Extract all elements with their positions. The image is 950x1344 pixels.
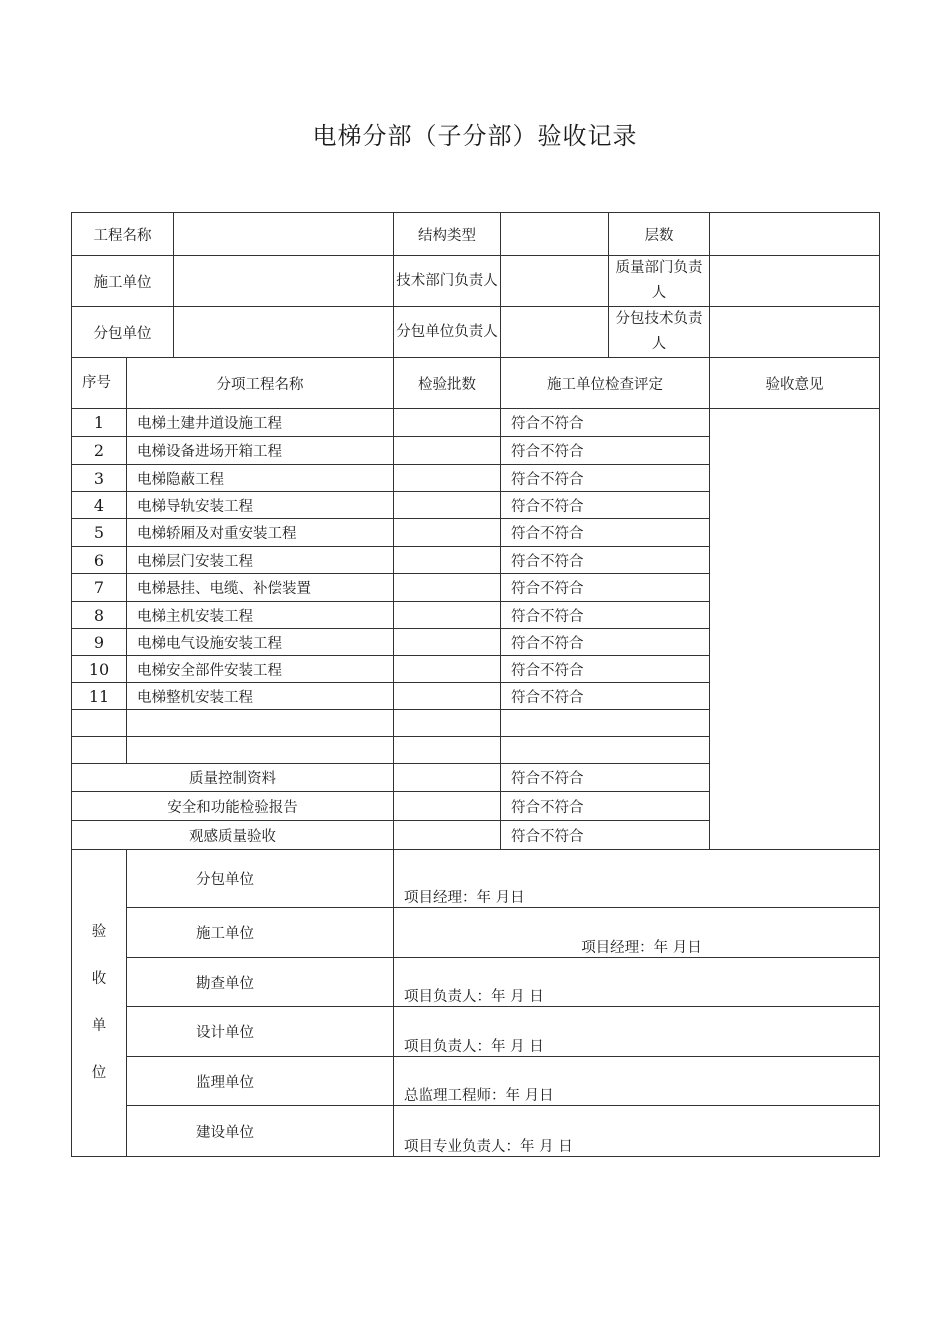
sign-text: 项目经理：年 月日 (404, 890, 525, 906)
subcontractor-value[interactable] (174, 307, 394, 358)
item-no: 7 (72, 574, 127, 602)
acceptance-sign-cell[interactable] (394, 1057, 880, 1106)
acceptance-row (72, 958, 880, 1007)
item-name: 电梯设备进场开箱工程 (127, 437, 394, 465)
sub-tech-head-label: 分包技术负责人 (609, 307, 710, 358)
item-batches[interactable] (394, 409, 501, 437)
item-name: 电梯土建井道设施工程 (127, 409, 394, 437)
acceptance-sign-cell[interactable] (394, 850, 880, 908)
quality-dept-label: 质量部门负责人 (609, 256, 710, 307)
acceptance-unit-label: 分包单位 (127, 850, 394, 908)
item-batches[interactable] (394, 683, 501, 710)
col-opinion-header: 验收意见 (710, 358, 880, 409)
summary-label: 质量控制资料 (72, 764, 394, 792)
item-batches[interactable] (394, 656, 501, 683)
table-row (72, 409, 880, 437)
item-batches[interactable] (394, 437, 501, 465)
item-batches[interactable] (394, 629, 501, 656)
item-eval[interactable]: 符合不符合 (501, 683, 710, 710)
item-batches[interactable] (394, 465, 501, 492)
item-eval[interactable]: 符合不符合 (501, 574, 710, 602)
summary-label: 观感质量验收 (72, 821, 394, 850)
quality-dept-value[interactable] (710, 256, 880, 307)
structure-type-value[interactable] (501, 213, 609, 256)
sub-tech-head-value[interactable] (710, 307, 880, 358)
item-no: 1 (72, 409, 127, 437)
tech-dept-value[interactable] (501, 256, 609, 307)
item-name: 电梯整机安装工程 (127, 683, 394, 710)
subcontractor-label: 分包单位 (72, 307, 174, 358)
item-no: 3 (72, 465, 127, 492)
acceptance-sign-cell[interactable] (394, 1007, 880, 1057)
item-name: 电梯安全部件安装工程 (127, 656, 394, 683)
item-name: 电梯悬挂、电缆、补偿装置 (127, 574, 394, 602)
acceptance-row (72, 1106, 880, 1157)
empty-cell[interactable] (72, 710, 127, 737)
acceptance-sign-cell[interactable] (394, 1106, 880, 1157)
item-name: 电梯导轨安装工程 (127, 492, 394, 519)
item-eval[interactable]: 符合不符合 (501, 547, 710, 574)
structure-type-label: 结构类型 (394, 213, 501, 256)
construction-unit-value[interactable] (174, 256, 394, 307)
floors-value[interactable] (710, 213, 880, 256)
empty-cell[interactable] (394, 710, 501, 737)
item-eval[interactable]: 符合不符合 (501, 656, 710, 683)
acceptance-unit-label: 勘查单位 (127, 958, 394, 1007)
item-no: 10 (72, 656, 127, 683)
item-no: 4 (72, 492, 127, 519)
sign-text: 项目专业负责人：年 月 日 (404, 1139, 573, 1155)
item-name: 电梯主机安装工程 (127, 602, 394, 629)
sign-text: 项目负责人：年 月 日 (404, 1039, 544, 1055)
item-no: 5 (72, 519, 127, 547)
col-batches-header: 检验批数 (394, 358, 501, 409)
sub-unit-head-label: 分包单位负责人 (394, 307, 501, 358)
item-name: 电梯电气设施安装工程 (127, 629, 394, 656)
item-no: 9 (72, 629, 127, 656)
acceptance-sign-cell[interactable] (394, 958, 880, 1007)
item-no: 6 (72, 547, 127, 574)
summary-batches[interactable] (394, 764, 501, 792)
empty-cell[interactable] (394, 737, 501, 764)
item-eval[interactable]: 符合不符合 (501, 519, 710, 547)
item-batches[interactable] (394, 547, 501, 574)
acceptance-unit-label: 监理单位 (127, 1057, 394, 1106)
opinion-cell[interactable] (710, 409, 880, 850)
acceptance-record-table (71, 212, 880, 1157)
sign-text: 总监理工程师：年 月日 (404, 1088, 554, 1104)
summary-batches[interactable] (394, 792, 501, 821)
item-eval[interactable]: 符合不符合 (501, 492, 710, 519)
item-batches[interactable] (394, 492, 501, 519)
item-batches[interactable] (394, 519, 501, 547)
item-eval[interactable]: 符合不符合 (501, 437, 710, 465)
item-eval[interactable]: 符合不符合 (501, 465, 710, 492)
construction-unit-label: 施工单位 (72, 256, 174, 307)
empty-cell[interactable] (72, 737, 127, 764)
item-eval[interactable]: 符合不符合 (501, 602, 710, 629)
sign-text: 项目负责人：年 月 日 (404, 989, 544, 1005)
acceptance-sign-cell[interactable] (394, 908, 880, 958)
acceptance-row (72, 850, 880, 908)
empty-cell[interactable] (501, 737, 710, 764)
item-eval[interactable]: 符合不符合 (501, 409, 710, 437)
summary-label: 安全和功能检验报告 (72, 792, 394, 821)
item-eval[interactable]: 符合不符合 (501, 629, 710, 656)
empty-cell[interactable] (127, 710, 394, 737)
acceptance-unit-label: 设计单位 (127, 1007, 394, 1057)
summary-eval[interactable]: 符合不符合 (501, 792, 710, 821)
project-name-value[interactable] (174, 213, 394, 256)
item-name: 电梯层门安装工程 (127, 547, 394, 574)
page-title: 电梯分部（子分部）验收记录 (312, 122, 638, 150)
sign-text: 项目经理：年 月日 (581, 940, 702, 956)
col-evaluation-header: 施工单位检查评定 (501, 358, 710, 409)
empty-cell[interactable] (127, 737, 394, 764)
acceptance-unit-label: 施工单位 (127, 908, 394, 958)
item-batches[interactable] (394, 602, 501, 629)
summary-batches[interactable] (394, 821, 501, 850)
project-name-label: 工程名称 (72, 213, 174, 256)
tech-dept-label: 技术部门负责人 (394, 256, 501, 307)
acceptance-row (72, 1007, 880, 1057)
summary-eval[interactable]: 符合不符合 (501, 764, 710, 792)
sub-unit-head-value[interactable] (501, 307, 609, 358)
acceptance-side-label: 验 收 单 位 (72, 850, 127, 1157)
acceptance-row (72, 1057, 880, 1106)
item-no: 11 (72, 683, 127, 710)
item-name: 电梯轿厢及对重安装工程 (127, 519, 394, 547)
item-no: 2 (72, 437, 127, 465)
acceptance-unit-label: 建设单位 (127, 1106, 394, 1157)
summary-eval[interactable]: 符合不符合 (501, 821, 710, 850)
floors-label: 层数 (609, 213, 710, 256)
empty-cell[interactable] (501, 710, 710, 737)
item-batches[interactable] (394, 574, 501, 602)
acceptance-row (72, 908, 880, 958)
col-item-name-header: 分项工程名称 (127, 358, 394, 409)
col-seq-header: 序号 (72, 358, 127, 409)
item-name: 电梯隐蔽工程 (127, 465, 394, 492)
item-no: 8 (72, 602, 127, 629)
